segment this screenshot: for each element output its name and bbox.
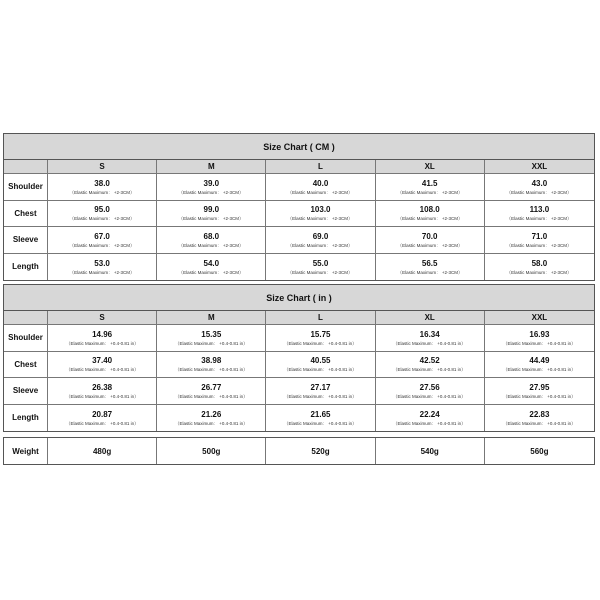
measurement-value: 38.0 [94, 178, 110, 188]
measurement-value: 40.0 [312, 178, 329, 188]
elastic-note: （Elastic Maximum： +0.4-0.81 in） [503, 394, 576, 400]
row-label-length: Length [4, 405, 48, 432]
value-cell [376, 174, 485, 201]
weight-value: 520g [266, 438, 375, 464]
elastic-note: （Elastic Maximum： +0.4-0.81 in） [284, 367, 357, 373]
value-cell [266, 378, 375, 405]
value-cell [266, 325, 375, 352]
row-label-chest: Chest [4, 352, 48, 379]
measurement-value: 108.0 [419, 205, 440, 215]
measurement-value: 27.95 [529, 382, 550, 392]
elastic-note: （Elastic Maximum： +2-3CM） [69, 270, 135, 276]
elastic-note: （Elastic Maximum： +2-3CM） [397, 270, 463, 276]
row-label-weight: Weight [4, 438, 48, 464]
measurement-value: 42.52 [419, 356, 440, 366]
measurement-value: 71.0 [531, 231, 548, 241]
value-cell [266, 201, 375, 228]
value-cell [485, 227, 594, 254]
measurement-value: 21.65 [310, 409, 331, 419]
weight-value: 540g [376, 438, 485, 464]
elastic-note: （Elastic Maximum： +0.4-0.81 in） [393, 367, 467, 373]
elastic-note: （Elastic Maximum： +2-3CM） [178, 243, 244, 249]
measurement-value: 15.75 [310, 329, 331, 339]
measurement-value: 26.38 [92, 382, 113, 392]
value-cell [485, 325, 594, 352]
value-cell [376, 378, 485, 405]
elastic-note: （Elastic Maximum： +0.4-0.81 in） [174, 421, 248, 427]
value-cell [157, 174, 266, 201]
measurement-value: 41.5 [421, 178, 438, 188]
size-header-l: L [266, 311, 375, 325]
measurement-value: 58.0 [531, 258, 548, 268]
value-cell [48, 325, 157, 352]
elastic-note: （Elastic Maximum： +0.4-0.81 in） [284, 394, 357, 400]
size-chart-in-grid [4, 311, 594, 431]
measurement-value: 37.40 [92, 356, 113, 366]
elastic-note: （Elastic Maximum： +2-3CM） [506, 190, 572, 196]
measurement-value: 26.77 [201, 382, 222, 392]
measurement-value: 99.0 [203, 205, 220, 215]
elastic-note: （Elastic Maximum： +0.4-0.81 in） [393, 394, 467, 400]
measurement-value: 70.0 [421, 231, 438, 241]
elastic-note: （Elastic Maximum： +2-3CM） [178, 216, 244, 222]
value-cell [157, 254, 266, 281]
value-cell [157, 378, 266, 405]
elastic-note: （Elastic Maximum： +2-3CM） [506, 243, 572, 249]
elastic-note: （Elastic Maximum： +2-3CM） [69, 243, 135, 249]
elastic-note: （Elastic Maximum： +2-3CM） [288, 270, 353, 276]
size-header-xl: XL [376, 311, 485, 325]
value-cell [157, 352, 266, 379]
value-cell [157, 227, 266, 254]
size-header-m: M [157, 160, 266, 174]
size-chart-in-title: Size Chart ( in ) [4, 285, 594, 311]
size-chart-in [3, 284, 595, 432]
measurement-value: 95.0 [94, 205, 110, 215]
measurement-value: 56.5 [421, 258, 438, 268]
row-label-sleeve: Sleeve [4, 378, 48, 405]
value-cell [266, 227, 375, 254]
value-cell [485, 201, 594, 228]
size-header-m: M [157, 311, 266, 325]
measurement-value: 21.26 [201, 409, 222, 419]
measurement-value: 20.87 [92, 409, 113, 419]
value-cell [157, 405, 266, 432]
value-cell [266, 174, 375, 201]
row-label-length: Length [4, 254, 48, 281]
size-header-xxl: XXL [485, 160, 594, 174]
size-header-s: S [48, 160, 157, 174]
value-cell [376, 227, 485, 254]
measurement-value: 22.83 [529, 409, 550, 419]
size-header-s: S [48, 311, 157, 325]
elastic-note: （Elastic Maximum： +0.4-0.81 in） [284, 341, 357, 347]
measurement-value: 15.35 [201, 329, 222, 339]
value-cell [376, 201, 485, 228]
elastic-note: （Elastic Maximum： +0.4-0.81 in） [284, 421, 357, 427]
row-label-shoulder: Shoulder [4, 325, 48, 352]
value-cell [266, 352, 375, 379]
weight-value: 480g [48, 438, 157, 464]
header-corner [4, 311, 48, 325]
measurement-value: 54.0 [203, 258, 220, 268]
measurement-value: 14.96 [92, 329, 113, 339]
value-cell [376, 352, 485, 379]
elastic-note: （Elastic Maximum： +2-3CM） [288, 190, 353, 196]
value-cell [157, 201, 266, 228]
measurement-value: 55.0 [312, 258, 329, 268]
measurement-value: 103.0 [310, 205, 331, 215]
measurement-value: 39.0 [203, 178, 220, 188]
elastic-note: （Elastic Maximum： +0.4-0.81 in） [503, 341, 576, 347]
elastic-note: （Elastic Maximum： +2-3CM） [506, 216, 572, 222]
row-label-shoulder: Shoulder [4, 174, 48, 201]
measurement-value: 16.93 [529, 329, 550, 339]
measurement-value: 16.34 [419, 329, 440, 339]
measurement-value: 67.0 [94, 231, 110, 241]
measurement-value: 69.0 [312, 231, 329, 241]
elastic-note: （Elastic Maximum： +2-3CM） [506, 270, 572, 276]
value-cell [48, 352, 157, 379]
elastic-note: （Elastic Maximum： +2-3CM） [69, 216, 135, 222]
value-cell [376, 254, 485, 281]
value-cell [48, 227, 157, 254]
elastic-note: （Elastic Maximum： +2-3CM） [397, 216, 463, 222]
value-cell [48, 378, 157, 405]
value-cell [48, 174, 157, 201]
measurement-value: 27.56 [419, 382, 440, 392]
value-cell [485, 405, 594, 432]
elastic-note: （Elastic Maximum： +2-3CM） [397, 190, 463, 196]
elastic-note: （Elastic Maximum： +0.4-0.81 in） [174, 341, 248, 347]
value-cell [48, 201, 157, 228]
measurement-value: 22.24 [419, 409, 440, 419]
value-cell [376, 325, 485, 352]
value-cell [485, 378, 594, 405]
size-chart-cm-grid [4, 160, 594, 280]
weight-table [3, 437, 595, 465]
elastic-note: （Elastic Maximum： +2-3CM） [178, 270, 244, 276]
elastic-note: （Elastic Maximum： +0.4-0.81 in） [174, 394, 248, 400]
measurement-value: 27.17 [310, 382, 331, 392]
measurement-value: 38.98 [201, 356, 222, 366]
elastic-note: （Elastic Maximum： +0.4-0.81 in） [65, 341, 139, 347]
size-header-l: L [266, 160, 375, 174]
row-label-chest: Chest [4, 201, 48, 228]
value-cell [48, 254, 157, 281]
measurement-value: 113.0 [529, 205, 550, 215]
weight-value: 560g [485, 438, 594, 464]
weight-grid [4, 438, 594, 464]
size-chart-cm-title: Size Chart ( CM ) [4, 134, 594, 160]
elastic-note: （Elastic Maximum： +0.4-0.81 in） [65, 394, 139, 400]
elastic-note: （Elastic Maximum： +2-3CM） [69, 190, 135, 196]
value-cell [48, 405, 157, 432]
measurement-value: 53.0 [94, 258, 110, 268]
elastic-note: （Elastic Maximum： +2-3CM） [288, 243, 353, 249]
measurement-value: 40.55 [310, 356, 331, 366]
value-cell [266, 254, 375, 281]
row-label-sleeve: Sleeve [4, 227, 48, 254]
value-cell [157, 325, 266, 352]
size-header-xl: XL [376, 160, 485, 174]
value-cell [485, 254, 594, 281]
elastic-note: （Elastic Maximum： +0.4-0.81 in） [503, 367, 576, 373]
elastic-note: （Elastic Maximum： +2-3CM） [397, 243, 463, 249]
elastic-note: （Elastic Maximum： +0.4-0.81 in） [393, 341, 467, 347]
value-cell [485, 174, 594, 201]
elastic-note: （Elastic Maximum： +0.4-0.81 in） [65, 367, 139, 373]
elastic-note: （Elastic Maximum： +2-3CM） [178, 190, 244, 196]
size-chart-cm [3, 133, 595, 281]
weight-value: 500g [157, 438, 266, 464]
header-corner [4, 160, 48, 174]
value-cell [485, 352, 594, 379]
elastic-note: （Elastic Maximum： +0.4-0.81 in） [393, 421, 467, 427]
size-header-xxl: XXL [485, 311, 594, 325]
measurement-value: 44.49 [529, 356, 550, 366]
measurement-value: 68.0 [203, 231, 220, 241]
value-cell [376, 405, 485, 432]
elastic-note: （Elastic Maximum： +0.4-0.81 in） [65, 421, 139, 427]
elastic-note: （Elastic Maximum： +0.4-0.81 in） [503, 421, 576, 427]
elastic-note: （Elastic Maximum： +0.4-0.81 in） [174, 367, 248, 373]
value-cell [266, 405, 375, 432]
elastic-note: （Elastic Maximum： +2-3CM） [288, 216, 353, 222]
measurement-value: 43.0 [531, 178, 548, 188]
